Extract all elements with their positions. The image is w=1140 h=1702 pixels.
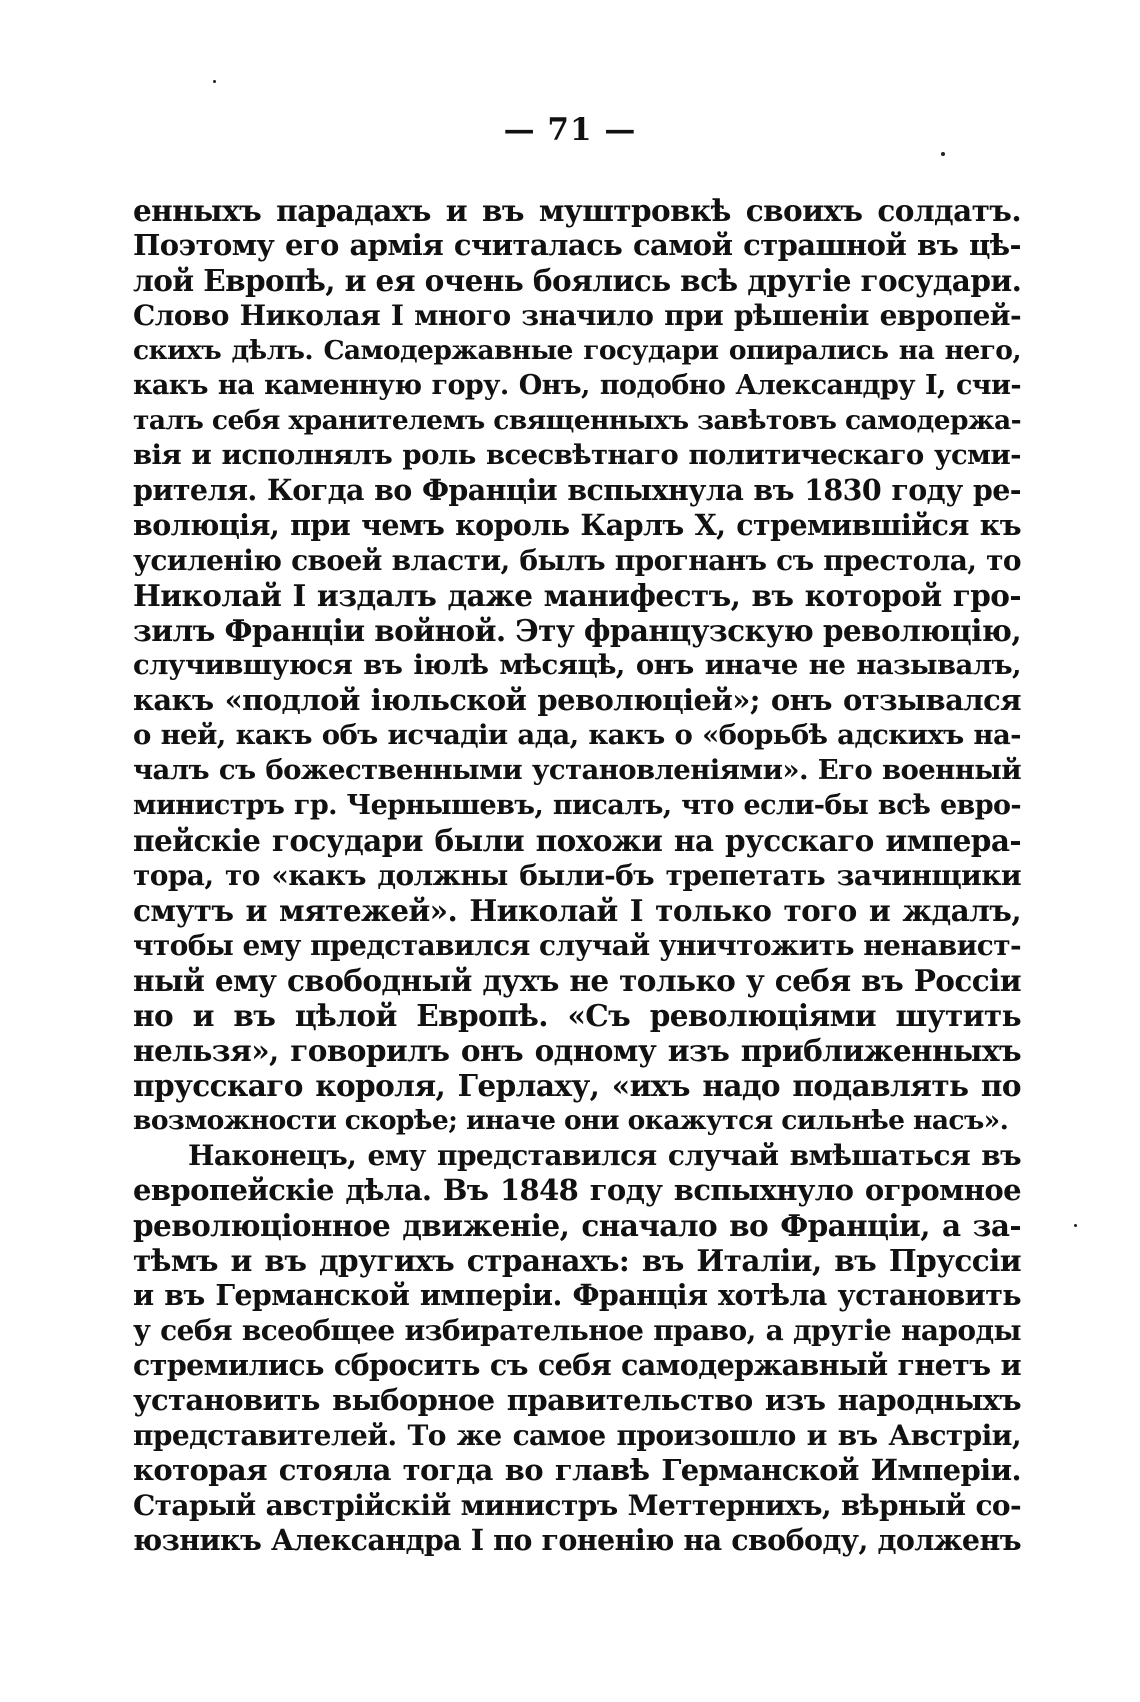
text-line: ный ему свободный духъ не только у себя въ Россіи bbox=[133, 963, 1021, 998]
text-line: нельзя», говорилъ онъ одному изъ приближенныхъ bbox=[133, 1033, 1021, 1068]
text-line: зилъ Франціи войной. Эту французскую революцію, bbox=[133, 613, 1021, 648]
text-line: смутъ и мятежей». Николай I только того и ждалъ, bbox=[133, 893, 1021, 928]
print-speck bbox=[213, 80, 216, 83]
text-line: юзникъ Александра I по гоненію на свободу, долженъ bbox=[133, 1523, 1021, 1557]
text-line: европейскіе дѣла. Въ 1848 году вспыхнуло огромное bbox=[133, 1173, 1021, 1207]
text-line: Наконецъ, ему представился случай вмѣшаться въ bbox=[188, 1139, 1021, 1172]
text-line: енныхъ парадахъ и въ муштровкѣ своихъ солдатъ. bbox=[133, 193, 1021, 228]
text-line: у себя всеобщее избирательное право, а другіе народы bbox=[133, 1314, 1021, 1347]
text-line: случившуюся въ іюлѣ мѣсяцѣ, онъ иначе не называлъ, bbox=[133, 649, 1021, 681]
text-line: прусскаго короля, Герлаху, «ихъ надо подавлять по bbox=[133, 1068, 1021, 1103]
text-line: и въ Германской имперіи. Франція хотѣла установить bbox=[133, 1278, 1021, 1312]
text-line: Слово Николая I много значило при рѣшеніи европей- bbox=[133, 299, 1021, 332]
text-line: которая стояла тогда во главѣ Германской Имперіи. bbox=[133, 1453, 1021, 1487]
text-line: министръ гр. Чернышевъ, писалъ, что если-бы всѣ евро- bbox=[133, 790, 1021, 821]
text-line: о ней, какъ объ исчадіи ада, какъ о «борьбѣ адскихъ на- bbox=[133, 719, 1021, 751]
text-line: Николай I издалъ даже манифестъ, въ которой гро- bbox=[133, 578, 1021, 613]
text-line: тора, то «какъ должны были-бъ трепетать зачинщики bbox=[133, 859, 1021, 892]
text-line: усиленію своей власти, былъ прогнанъ съ престола, то bbox=[133, 544, 1021, 577]
text-line: какъ «подлой іюльской революціей»; онъ отзывался bbox=[133, 683, 1021, 717]
text-line: но и въ цѣлой Европѣ. «Съ революціями шутить bbox=[133, 998, 1021, 1033]
text-line: рителя. Когда во Франціи вспыхнула въ 1830 году ре- bbox=[133, 473, 1021, 507]
text-line: скихъ дѣлъ. Самодержавные государи опирались на него, bbox=[133, 335, 1021, 366]
text-line: тѣмъ и въ другихъ странахъ: въ Италіи, въ Пруссіи bbox=[133, 1243, 1021, 1278]
text-line: лой Европѣ, и ея очень боялись всѣ другіе государи. bbox=[133, 263, 1022, 298]
print-speck bbox=[941, 152, 945, 156]
text-line: какъ на каменную гору. Онъ, подобно Александру I, счи- bbox=[133, 370, 1021, 401]
text-line: стремились сбросить съ себя самодержавный гнетъ и bbox=[133, 1348, 1021, 1382]
text-line: Поэтому его армія считалась самой страшной въ цѣ- bbox=[133, 228, 1021, 262]
text-line: представителей. То же самое произошло и въ Австріи, bbox=[133, 1419, 1021, 1452]
text-line: возможности скорѣе; иначе они окажутся сильнѣе насъ». bbox=[133, 1105, 1009, 1136]
page-number: — 71 — bbox=[503, 112, 637, 148]
text-line: Старый австрійскій министръ Меттернихъ, вѣрный со- bbox=[133, 1489, 1021, 1522]
text-line: пейскіе государи были похожи на русскаго импера- bbox=[133, 823, 1021, 858]
print-speck bbox=[1074, 1224, 1077, 1227]
text-line: волюція, при чемъ король Карлъ X, стремившійся къ bbox=[133, 508, 1021, 542]
text-line: чтобы ему представился случай уничтожить ненавист- bbox=[133, 929, 1021, 962]
text-line: установить выборное правительство изъ народныхъ bbox=[133, 1383, 1021, 1417]
text-line: талъ себя хранителемъ священныхъ завѣтовъ самодержа- bbox=[133, 405, 1021, 436]
body-text bbox=[133, 193, 1021, 1558]
text-line: чалъ съ божественными установленіями». Его военный bbox=[133, 754, 1021, 786]
text-line: революціонное движеніе, сначало во Франціи, а за- bbox=[133, 1208, 1021, 1243]
text-line: вія и исполнялъ роль всесвѣтнаго политическаго усми- bbox=[133, 439, 1021, 471]
